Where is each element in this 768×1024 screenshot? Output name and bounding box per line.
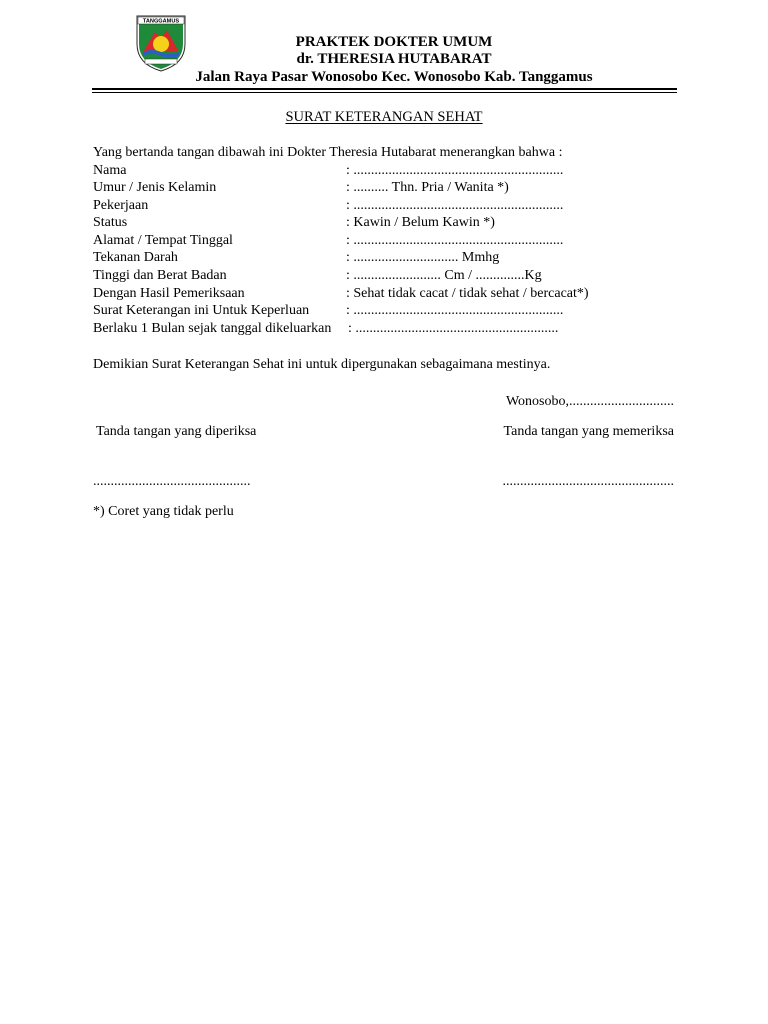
field-label: Tekanan Darah	[93, 250, 178, 266]
closing-paragraph: Demikian Surat Keterangan Sehat ini untuk dipergunakan sebagaimana mestinya.	[93, 357, 551, 372]
field-label: Pekerjaan	[93, 197, 149, 213]
field-label: Surat Keterangan ini Untuk Keperluan	[93, 303, 310, 319]
practice-name: PRAKTEK DOKTER UMUM	[295, 34, 493, 50]
field-value-blank: : .............................. Mmhg	[346, 250, 500, 266]
field-label: Tinggi dan Berat Badan	[93, 268, 227, 284]
field-value-blank: : Kawin / Belum Kawin *)	[346, 215, 495, 231]
signature-examinee-line: .............................................	[93, 474, 251, 489]
field-value-blank: : ............................................................	[346, 162, 564, 178]
signature-examiner-label: Tanda tangan yang memeriksa	[503, 424, 674, 439]
field-value-blank: : ............................................................	[346, 197, 564, 213]
footnote: *) Coret yang tidak perlu	[93, 504, 234, 519]
doctor-name: dr. THERESIA HUTABARAT	[296, 51, 492, 67]
field-label: Dengan Hasil Pemeriksaan	[93, 285, 245, 301]
field-label: Alamat / Tempat Tinggal	[93, 232, 233, 248]
field-label: Status	[93, 215, 128, 231]
logo-banner-text: TANGGAMUS	[142, 18, 180, 25]
field-value-blank: : ............................................................	[346, 232, 564, 248]
document-title-text: SURAT KETERANGAN SEHAT	[285, 109, 483, 125]
field-label: Berlaku 1 Bulan sejak tanggal dikeluarkan	[93, 320, 332, 336]
document-title	[0, 109, 768, 126]
intro-paragraph: Yang bertanda tangan dibawah ini Dokter Theresia Hutabarat menerangkan bahwa :	[93, 145, 563, 160]
field-label: Nama	[93, 162, 127, 178]
field-label: Umur / Jenis Kelamin	[93, 180, 217, 196]
field-value-blank: : .......... Thn. Pria / Wanita *)	[346, 180, 509, 196]
practice-address: Jalan Raya Pasar Wonosobo Kec. Wonosobo Kab. Tanggamus	[195, 69, 593, 85]
field-value-blank: : ......................... Cm / ..............Kg	[346, 268, 542, 284]
field-value-blank: : ..........................................................	[348, 320, 559, 336]
place-date-line: Wonosobo,..............................	[505, 394, 674, 409]
field-value-blank: : Sehat tidak cacat / tidak sehat / bercacat*)	[346, 285, 589, 301]
header-divider-thin	[92, 92, 677, 93]
field-value-blank: : ............................................................	[346, 303, 564, 319]
signature-examiner-line: .................................................	[502, 474, 674, 489]
signature-examinee-label: Tanda tangan yang diperiksa	[96, 424, 257, 439]
header-divider-thick	[92, 88, 677, 90]
